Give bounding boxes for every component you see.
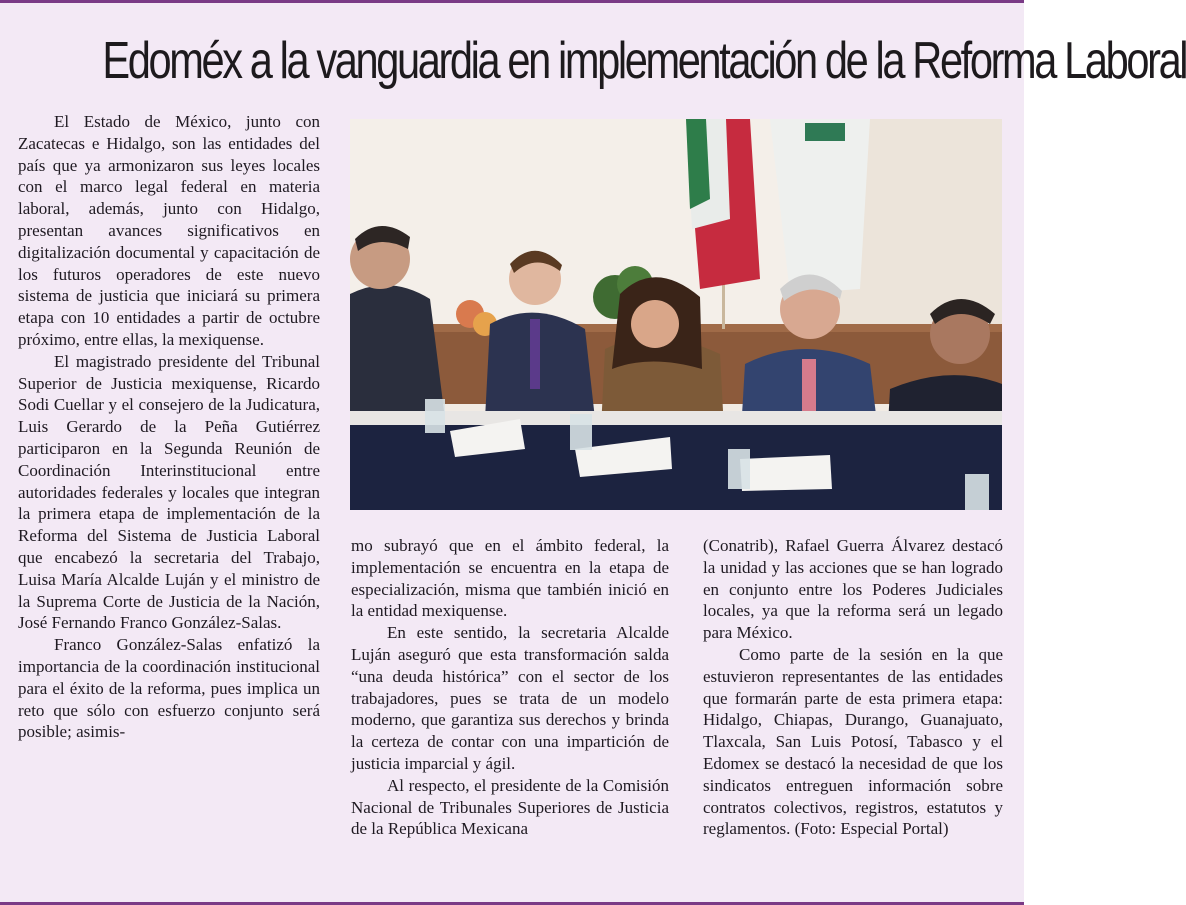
paragraph: Como parte de la sesión en la que estuvieron representantes de las entidades que formarán parte de esta primera etapa: Hidalgo, Chiapas, Durango, Guanajuato, Tlaxcala, San Luis Potosí, Tabasco y el Edomex se destacó la necesidad de que los sindicatos entreguen información sobre contratos colectivos, registros, estatutos y reglamentos. (Foto: Especial Portal) xyxy=(703,644,1003,839)
paragraph: Al respecto, el presidente de la Comisión Nacional de Tribunales Superiores de Justicia de la República Mexicana xyxy=(351,775,669,839)
meeting-photo-illustration xyxy=(350,119,1002,510)
paragraph: Franco González-Salas enfatizó la importancia de la coordinación institucional para el éxito de la reforma, pues implica un reto que sólo con esfuerzo conjunto será posible; asimis- xyxy=(18,635,320,742)
article-column-1 xyxy=(18,111,320,743)
article-photo xyxy=(350,119,1002,510)
paragraph: mo subrayó que en el ámbito federal, la implementación se encuentra en la etapa de especialización, misma que también inició en la entidad mexiquense. xyxy=(351,536,669,621)
article-column-2 xyxy=(351,535,669,840)
article-column-3 xyxy=(703,535,1003,840)
paragraph: En este sentido, la secretaria Alcalde Luján aseguró que esta transformación salda “una deuda histórica” con el sector de los trabajadores, pues se trata de un modelo moderno, que garantiza sus derechos y brinda la certeza de contar con una impartición de justicia imparcial y ágil. xyxy=(351,623,669,773)
paragraph: El magistrado presidente del Tribunal Superior de Justicia mexiquense, Ricardo Sodi Cuellar y el consejero de la Judicatura, Luis Gerardo de la Peña Gutiérrez participaron en la Segunda Reunión de Coordinación Interinstitucional entre autoridades federales y locales que integran la primera etapa de implementación de la Reforma del Sistema de Justicia Laboral que encabezó la secretaria del Trabajo, Luisa María Alcalde Luján y el ministro de la Suprema Corte de Justicia de la Nación, José Fernando Franco González-Salas. xyxy=(18,351,320,633)
paragraph: El Estado de México, junto con Zacatecas e Hidalgo, son las entidades del país que ya armonizaron sus leyes locales con el marco legal federal en materia laboral, además, junto con Hidalgo, presentan avances significativos en digitalización documental y capacitación de los futuros operadores de este nuevo sistema de justicia que iniciará su primera etapa con 10 entidades a partir de octubre próximo, entre ellas, la mexiquense. xyxy=(18,112,320,349)
headline: Edoméx a la vanguardia en implementación de la Reforma Laboral xyxy=(102,32,1186,90)
paragraph: (Conatrib), Rafael Guerra Álvarez destacó la unidad y las acciones que se han logrado en conjunto entre los Poderes Judiciales locales, ya que la reforma será un legado para México. xyxy=(703,536,1003,643)
